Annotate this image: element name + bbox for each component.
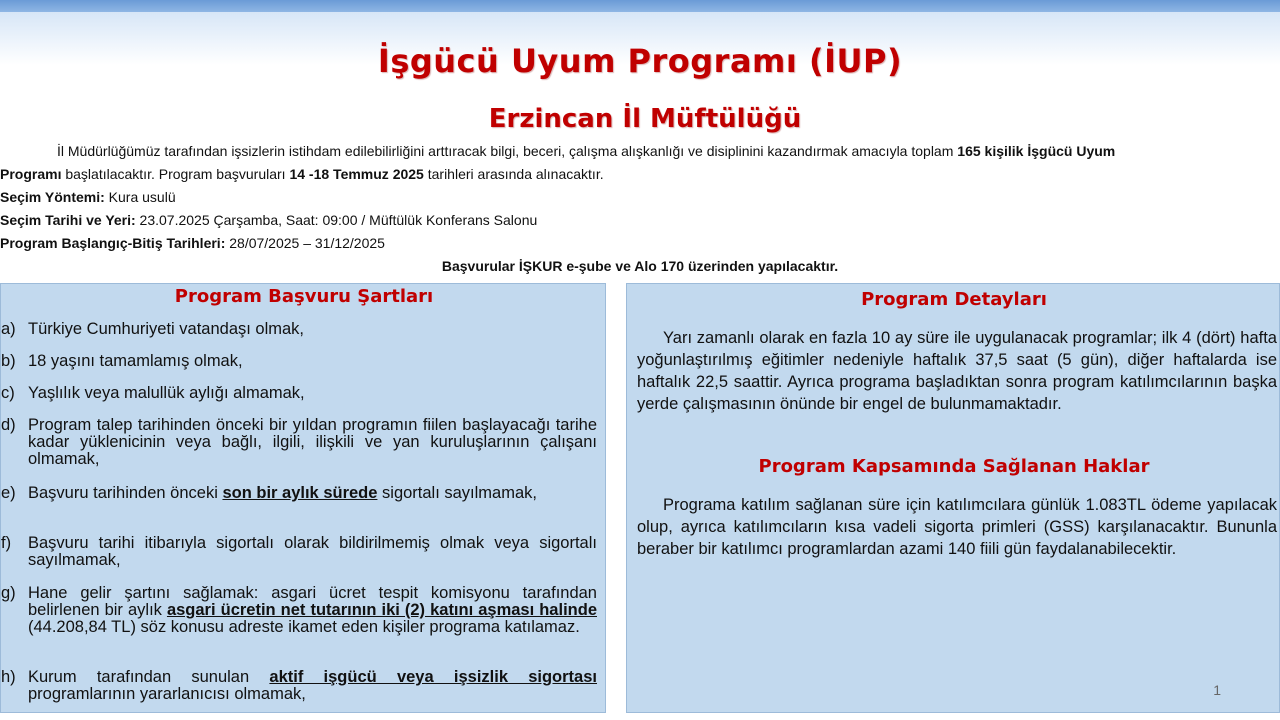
selection-method-label: Seçim Yöntemi: [0, 189, 105, 205]
requirement-h [1, 669, 597, 703]
info-line-2-bold-c: 14 -18 Temmuz 2025 [289, 166, 424, 182]
requirement-b [1, 353, 597, 370]
requirement-h-text [28, 669, 597, 703]
info-line-2-text-b: başlatılacaktır. Program başvuruları [61, 166, 290, 182]
requirement-b-text: 18 yaşını tamamlamış olmak, [28, 352, 243, 370]
program-details-panel [626, 283, 1280, 713]
application-note [0, 255, 1280, 278]
info-line-2 [0, 163, 1280, 186]
application-note-text: Başvurular İŞKUR e-şube ve Alo 170 üzerinden yapılacaktır. [441, 258, 839, 274]
requirement-a-text: Türkiye Cumhuriyeti vatandaşı olmak, [28, 320, 305, 338]
requirement-g-emphasis: asgari ücretin net tutarının iki (2) katını aşması halinde [166, 601, 597, 619]
requirement-g-text [28, 585, 597, 636]
announcement-info [0, 140, 1280, 274]
requirement-d-label: d) [1, 416, 16, 434]
selection-date-value: 23.07.2025 Çarşamba, Saat: 09:00 / Müftülük Konferans Salonu [135, 212, 538, 228]
info-line-1-text: İl Müdürlüğümüz tarafından işsizlerin istihdam edilebilirliğini arttıracak bilgi, beceri, çalışma alışkanlığı ve disiplinini kazandırmak amacıyla toplam [57, 143, 958, 159]
page-number: 1 [1213, 682, 1221, 698]
requirement-b-label: b) [1, 352, 16, 370]
requirements-title: Program Başvuru Şartları [174, 286, 434, 307]
requirement-d [1, 417, 597, 468]
program-dates [0, 232, 1280, 255]
requirement-f-label: f) [1, 534, 12, 552]
requirement-d-text: Program talep tarihinden önceki bir yıldan programın fiilen başlayacağı tarihe kadar yüklenicinin veya bağlı, ilgili, ilişkili ve yan kuruluşlarının çalışanı olmamak, [28, 416, 597, 468]
rights-title: Program Kapsamında Sağlanan Haklar [758, 456, 1150, 477]
info-line-1-bold: 165 kişilik İşgücü Uyum [957, 143, 1116, 159]
requirement-h-post: programlarının yararlanıcısı olmamak, [28, 685, 306, 703]
page-title: İşgücü Uyum Programı (İUP) [377, 42, 903, 80]
requirement-e [1, 485, 597, 502]
requirement-g-label: g) [1, 584, 16, 602]
requirement-g [1, 585, 597, 636]
page-subtitle: Erzincan İl Müftülüğü [488, 104, 802, 134]
requirement-e-label: e) [1, 484, 16, 502]
requirement-f [1, 535, 597, 569]
requirement-e-pre: Başvuru tarihinden önceki [28, 484, 223, 502]
requirement-e-text [28, 485, 597, 502]
header-band [0, 12, 1280, 134]
selection-method [0, 186, 1280, 209]
application-requirements-panel [0, 283, 606, 713]
requirement-h-label: h) [1, 668, 16, 686]
requirement-c-text: Yaşlılık veya malullük aylığı almamak, [28, 384, 305, 402]
requirement-c-label: c) [1, 384, 15, 402]
requirement-f-text: Başvuru tarihi itibarıyla sigortalı olarak bildirilmemiş olmak veya sigortalı sayılmamak, [28, 534, 597, 569]
requirement-g-pre: Hane gelir şartını sağlamak: asgari ücret tespit komisyonu tarafından belirlenen bir aylık [28, 584, 597, 619]
selection-method-value: Kura usulü [104, 189, 176, 205]
program-dates-label: Program Başlangıç-Bitiş Tarihleri: [0, 235, 226, 251]
selection-date [0, 209, 1280, 232]
info-line-2-text-d: tarihleri arasında alınacaktır. [423, 166, 604, 182]
requirement-g-post: (44.208,84 TL) söz konusu adreste ikamet eden kişiler programa katılamaz. [28, 618, 580, 636]
info-line-2-bold-a: Programı [0, 166, 62, 182]
rights-text: Programa katılım sağlanan süre için katılımcılara günlük 1.083TL ödeme yapılacak olup, ayrıca katılımcıların kısa vadeli sigorta primleri (GSS) karşılanacaktır. Bununla beraber bir katılımcı programlardan azami 140 fiili gün faydalanabilecektir. [637, 496, 1277, 558]
details-title: Program Detayları [861, 289, 1047, 310]
requirement-e-post: sigortalı sayılmamak, [377, 484, 537, 502]
requirement-a [1, 321, 597, 338]
requirement-a-label: a) [1, 320, 16, 338]
requirement-c [1, 385, 597, 402]
program-dates-value: 28/07/2025 – 31/12/2025 [225, 235, 385, 251]
info-line-1 [0, 140, 1280, 163]
details-text: Yarı zamanlı olarak en fazla 10 ay süre ile uygulanacak programlar; ilk 4 (dört) hafta yoğunlaştırılmış eğitimler nedeniyle haftalık 37,5 saat (5 gün), diğer haftalarda ise haftalık 22,5 saattir. Ayrıca programa başladıktan sonra program katılımcılarının başka yerde çalışmasının önünde bir engel de bulunmamaktadır. [637, 329, 1277, 413]
top-accent-bar [0, 0, 1280, 12]
selection-date-label: Seçim Tarihi ve Yeri: [0, 212, 136, 228]
requirement-h-emphasis: aktif işgücü veya işsizlik sigortası [269, 668, 597, 686]
requirement-e-emphasis: son bir aylık sürede [222, 484, 378, 502]
requirement-h-pre: Kurum tarafından sunulan [28, 668, 270, 686]
